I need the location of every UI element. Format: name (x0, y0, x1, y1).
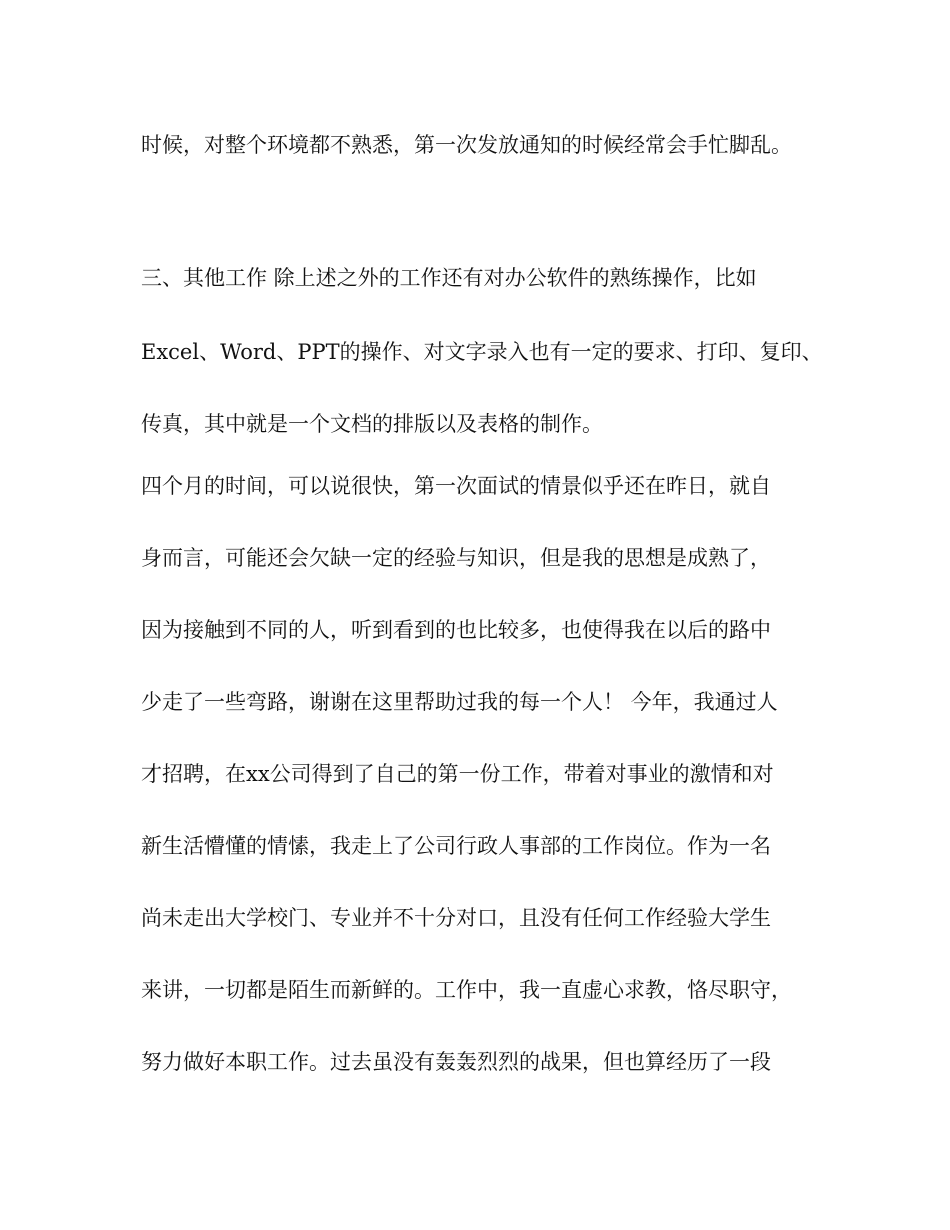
text-line: 身而言，可能还会欠缺一定的经验与知识，但是我的思想是成熟了， (141, 546, 771, 570)
text-line: Excel、Word、PPT的操作、对文字录入也有一定的要求、打印、复印、 (141, 340, 823, 364)
text-line: 新生活懵懂的情愫，我走上了公司行政人事部的工作岗位。作为一名 (141, 834, 771, 858)
text-line: 努力做好本职工作。过去虽没有轰轰烈烈的战果，但也算经历了一段 (141, 1050, 771, 1074)
text-line: 才招聘，在xx公司得到了自己的第一份工作，带着对事业的激情和对 (141, 762, 774, 786)
text-line: 时候，对整个环境都不熟悉，第一次发放通知的时候经常会手忙脚乱。 (141, 133, 792, 157)
text-line: 四个月的时间，可以说很快，第一次面试的情景似乎还在昨日，就自 (141, 474, 771, 498)
text-line: 尚未走出大学校门、专业并不十分对口，且没有任何工作经验大学生 (141, 906, 771, 930)
text-line: 少走了一些弯路，谢谢在这里帮助过我的每一个人！ 今年，我通过人 (141, 690, 778, 714)
text-line: 传真，其中就是一个文档的排版以及表格的制作。 (141, 412, 603, 436)
text-line: 来讲，一切都是陌生而新鲜的。工作中，我一直虚心求教，恪尽职守， (141, 978, 792, 1002)
text-line: 因为接触到不同的人，听到看到的也比较多，也使得我在以后的路中 (141, 618, 771, 642)
text-line: 三、其他工作 除上述之外的工作还有对办公软件的熟练操作，比如 (141, 266, 757, 290)
